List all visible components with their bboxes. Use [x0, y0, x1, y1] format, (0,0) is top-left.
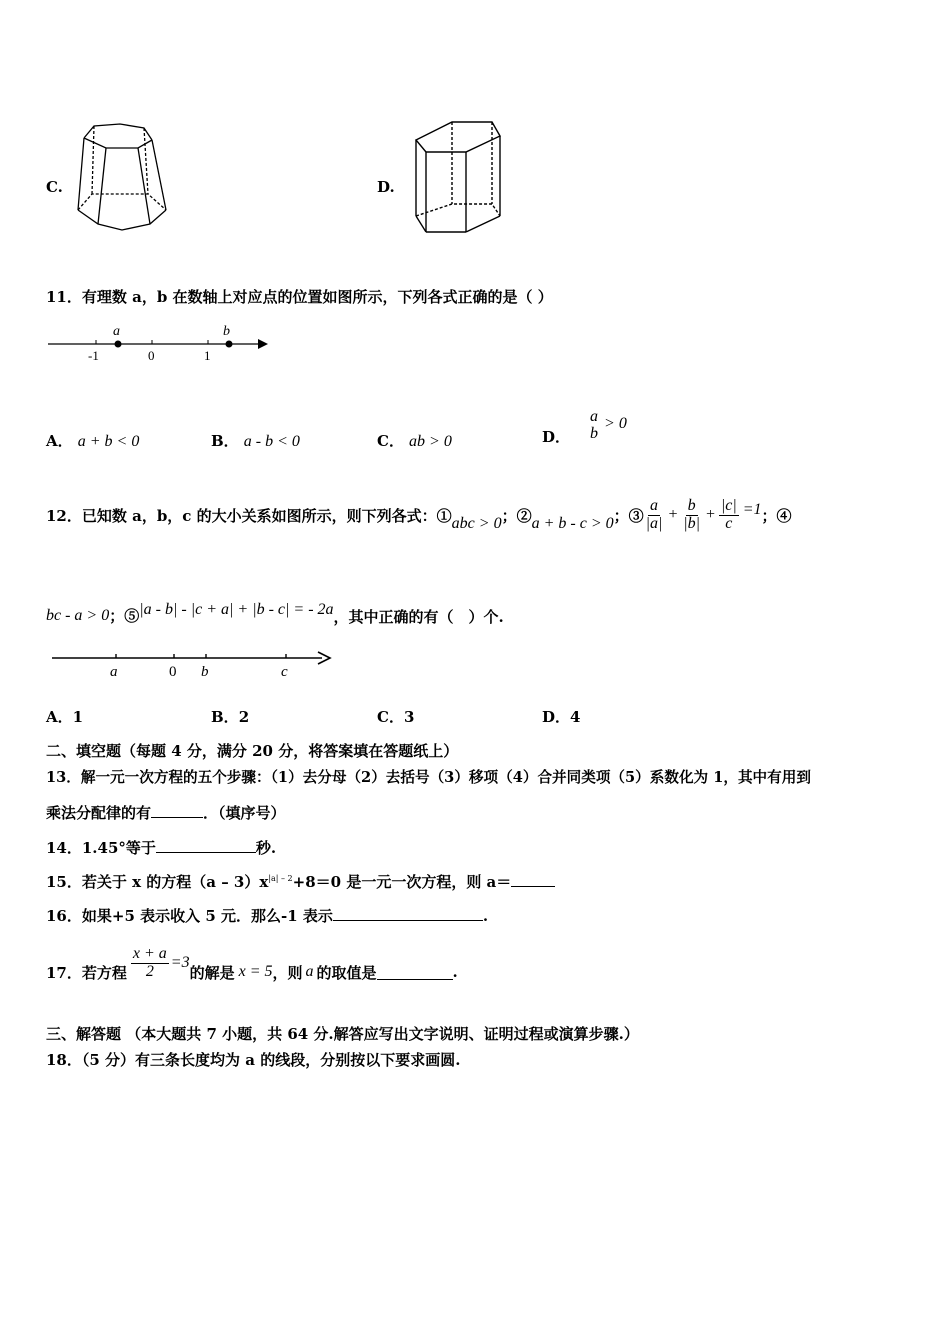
q11-option-c[interactable]: C． ab > 0 [377, 432, 452, 450]
q12-label-0: 0 [169, 664, 177, 680]
q12-number-line [50, 646, 340, 682]
q17-answer-blank[interactable] [377, 965, 453, 980]
q11-number-line [46, 320, 276, 366]
q11-stem: 11．有理数 a，b 在数轴上对应点的位置如图所示，下列各式正确的是（ ） [46, 288, 553, 306]
option-d-label: D. [377, 178, 395, 196]
q13-line2: 乘法分配律的有 ．（填序号） [46, 804, 286, 822]
q11-tick-neg1: -1 [88, 348, 99, 363]
q12-label-a: a [110, 664, 118, 680]
q12-label-b: b [201, 664, 209, 680]
q12-option-c[interactable]: C．3 [377, 708, 415, 726]
q11-option-b[interactable]: B． a - b < 0 [211, 432, 300, 450]
q11-option-d[interactable]: D． a b > 0 [542, 407, 627, 446]
q12-label-c: c [281, 664, 288, 680]
q15: 15．若关于 x 的方程$(a - 3)x^{|a| - 2}+8=0$ 是一元一次方程，则 a＝ [46, 871, 555, 892]
q12-stem-line1: 12．已知数 a，b，c 的大小关系如图所示，则下列各式：① abc > 0 ；② a + b - c > 0 ；③ $\frac{a}{|a|}$ + $\frac{b}{|b|}$ + $\frac{|c|}{c}$ =1 ；④ [46, 496, 792, 532]
q12-stem-line2: bc - a > 0 ；⑤ |a - b| - |c + a| + |b - c| = - 2a ，其中正确的有（ ）个. [46, 600, 504, 626]
q12-option-a[interactable]: A．1 [46, 708, 84, 726]
option-c-label: C. [46, 178, 63, 196]
q13-answer-blank[interactable] [151, 803, 203, 818]
q16: 16．如果+5 表示收入 5 元．那么-1 表示 . [46, 907, 489, 925]
q11-point-a: a [113, 324, 120, 339]
section2-title: 二、填空题（每题 4 分，满分 20 分，将答案填在答题纸上） [46, 742, 459, 760]
q11-point-b: b [223, 324, 230, 339]
q18-text: 18．（5 分）有三条长度均为 a 的线段，分别按以下要求画圆. [46, 1051, 461, 1069]
q11-option-a[interactable]: A． a + b < 0 [46, 432, 140, 450]
q16-answer-blank[interactable] [333, 906, 483, 921]
q13-line1: 13．解一元一次方程的五个步骤：（1）去分母（2）去括号（3）移项（4）合并同类项（5）系数化为 1，其中有用到 [46, 769, 811, 786]
q17: 17．若方程 $\frac{x + a}{2}$ =3 的解是 x = 5 ，则 a 的取值是 . [46, 944, 458, 982]
q14-answer-blank[interactable] [156, 838, 256, 853]
hexagonal-prism-figure [414, 118, 506, 236]
q11-tick-0: 0 [148, 348, 155, 363]
q14: 14．1.45°等于 秒. [46, 839, 277, 857]
q15-answer-blank[interactable] [511, 872, 555, 887]
q12-option-d[interactable]: D．4 [542, 708, 581, 726]
section3-title: 三、解答题 （本大题共 7 小题，共 64 分.解答应写出文字说明、证明过程或演算步骤.） [46, 1025, 639, 1043]
q12-option-b[interactable]: B．2 [211, 708, 250, 726]
frustum-prism-figure [74, 118, 174, 236]
q11-tick-1: 1 [204, 348, 211, 363]
